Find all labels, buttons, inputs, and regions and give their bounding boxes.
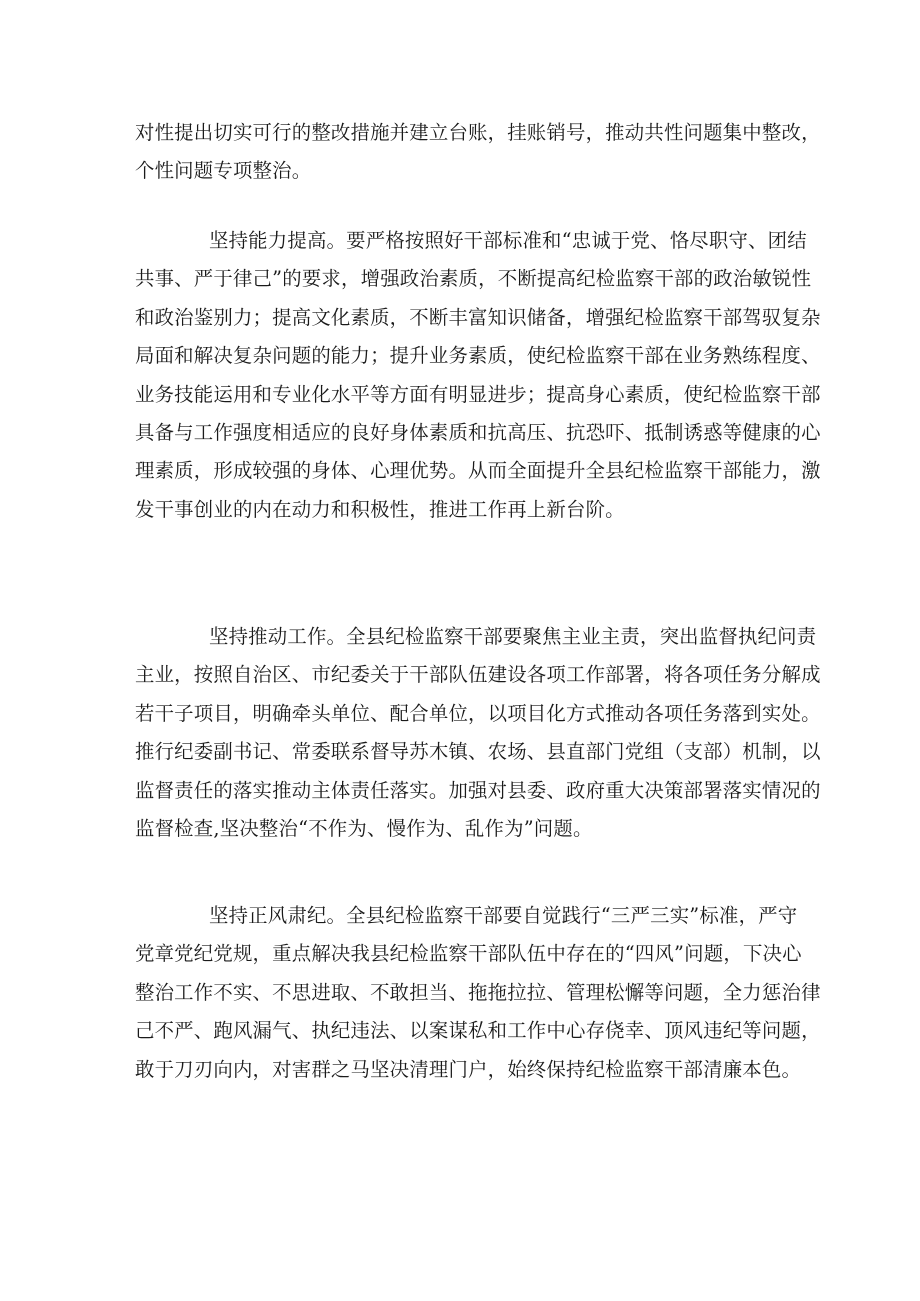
text-line: 具备与工作强度相适应的良好身体素质和抗高压、抗恐吓、抵制诱惑等健康的心 (135, 421, 821, 445)
paragraph-rectification (135, 114, 821, 191)
text-line: 和政治鉴别力；提高文化素质，不断丰富知识储备，增强纪检监察干部驾驭复杂 (135, 305, 821, 329)
text-line: 个性问题专项整治。 (135, 159, 312, 183)
text-line: 推行纪委副书记、常委联系督导苏木镇、农场、县直部门党组（支部）机制，以 (135, 740, 821, 764)
text-line: 坚持能力提高。要严格按照好干部标准和“忠诚于党、恪尽职守、团结 (209, 229, 807, 252)
text-line: 整治工作不实、不思进取、不敢担当、拖拖拉拉、管理松懈等问题，全力惩治律 (135, 980, 821, 1004)
text-line: 业务技能运用和专业化水平等方面有明显进步；提高身心素质，使纪检监察干部 (135, 382, 821, 406)
paragraph-discipline (135, 897, 821, 1089)
text-line: 监督检查,坚决整治“不作为、慢作为、乱作为”问题。 (135, 817, 593, 841)
paragraph-ability-improvement (135, 222, 821, 529)
text-line: 坚持正风肃纪。全县纪检监察干部要自觉践行“三严三实”标准，严守 (209, 904, 798, 927)
text-line: 共事、严于律己”的要求，增强政治素质，不断提高纪检监察干部的政治敏锐性 (135, 267, 812, 291)
text-line: 发干事创业的内在动力和积极性，推进工作再上新台阶。 (135, 497, 625, 521)
text-line: 党章党纪党规，重点解决我县纪检监察干部队伍中存在的“四风”问题，下决心 (135, 942, 802, 966)
text-line: 若干子项目，明确牵头单位、配合单位，以项目化方式推动各项任务落到实处。 (135, 701, 821, 725)
text-line: 主业，按照自治区、市纪委关于干部队伍建设各项工作部署，将各项任务分解成 (135, 663, 821, 687)
text-line: 对性提出切实可行的整改措施并建立台账，挂账销号，推动共性问题集中整改， (135, 121, 821, 144)
paragraph-promote-work (135, 618, 821, 848)
text-line: 理素质，形成较强的身体、心理优势。从而全面提升全县纪检监察干部能力，激 (135, 459, 821, 483)
text-line: 己不严、跑风漏气、执纪违法、以案谋私和工作中心存侥幸、顶风违纪等问题， (135, 1019, 821, 1043)
text-line: 坚持推动工作。全县纪检监察干部要聚焦主业主责，突出监督执纪问责 (209, 625, 817, 648)
text-line: 敢于刀刃向内，对害群之马坚决清理门户，始终保持纪检监察干部清廉本色。 (135, 1057, 802, 1081)
text-line: 监督责任的落实推动主体责任落实。加强对县委、政府重大决策部署落实情况的 (135, 778, 821, 802)
text-line: 局面和解决复杂问题的能力；提升业务素质，使纪检监察干部在业务熟练程度、 (135, 344, 821, 368)
